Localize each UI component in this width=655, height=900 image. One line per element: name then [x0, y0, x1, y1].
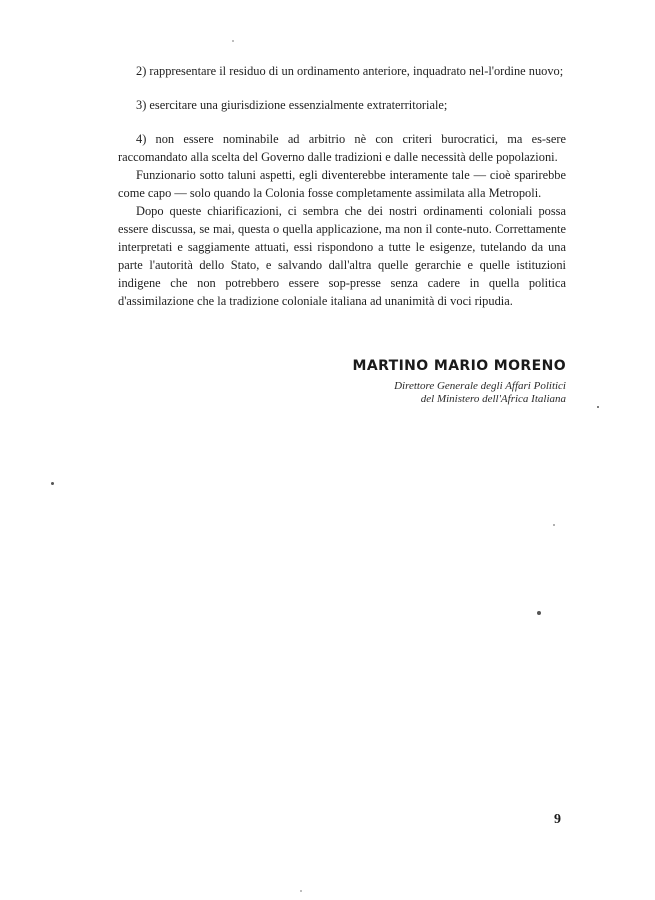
scan-speck — [300, 890, 302, 892]
paragraph-funzionario: Funzionario sotto taluni aspetti, egli diventerebbe interamente tale — cioè sparirebbe come capo — solo quando la Colonia fosse completamente assimilata alla Metropoli. — [118, 168, 566, 200]
author-title-line-1: Direttore Generale degli Affari Politici — [394, 380, 566, 392]
body-text — [118, 62, 566, 310]
scan-speck — [232, 40, 234, 42]
author-name: MARTINO MARIO MORENO — [352, 358, 566, 374]
author-title-line-2: del Ministero dell'Africa Italiana — [420, 393, 566, 405]
scan-speck — [553, 524, 555, 526]
paragraph-point-4: 4) non essere nominabile ad arbitrio nè con criteri burocratici, ma es-sere raccomandato alla scelta del Governo dalle tradizioni e dalle necessità delle popolazioni. — [118, 132, 566, 164]
scan-speck — [537, 611, 541, 615]
scan-speck — [51, 482, 54, 485]
scan-speck — [597, 406, 599, 408]
page-number: 9 — [554, 812, 561, 827]
paragraph-point-2: 2) rappresentare il residuo di un ordinamento anteriore, inquadrato nel-l'ordine nuovo; — [136, 64, 564, 78]
paragraph-conclusion: Dopo queste chiarificazioni, ci sembra che dei nostri ordinamenti coloniali possa essere discussa, se mai, questa o quella applicazione, ma non il conte-nuto. Correttamente interpretati e saggiamente attuati, essi rispondono a tutte le esigenze, tutelando da una parte l'autorità dello Stato, e salvando dall'altra quelle gerarchie e quelle istituzioni indigene che non potrebbero essere sop-presse senza cadere in quella politica d'assimilazione che la tradizione coloniale italiana ad unanimità di voci ripudia. — [118, 204, 566, 308]
signature-block — [353, 358, 567, 406]
paragraph-point-3: 3) esercitare una giurisdizione essenzialmente extraterritoriale; — [136, 98, 448, 112]
